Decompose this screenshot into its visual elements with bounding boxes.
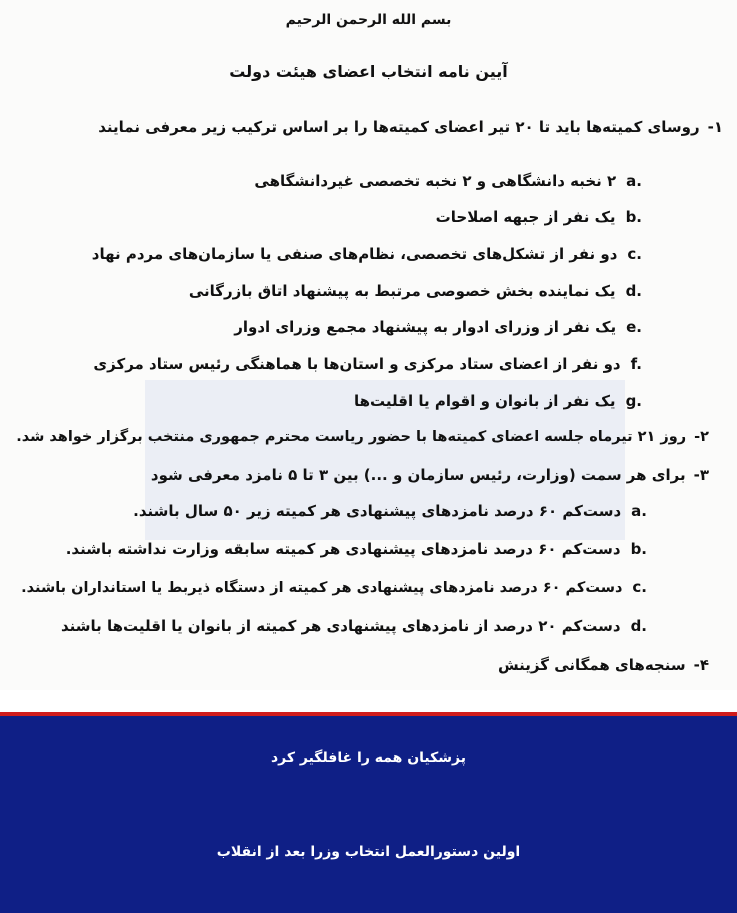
banner-headline: پزشکیان همه را غافلگیر کرد — [270, 750, 467, 766]
item-letter: c. — [627, 245, 642, 263]
section-1-item-c — [92, 245, 642, 263]
bismillah: بسم الله الرحمن الرحیم — [285, 12, 452, 28]
banner-subhead: اولین دستورالعمل انتخاب وزرا بعد از انقلاب — [216, 844, 521, 860]
item-letter: a. — [626, 172, 642, 190]
item-text: دست‌کم ۲۰ درصد از نامزدهای پیشنهادی هر کمیته از بانوان یا اقلیت‌ها باشند — [60, 617, 621, 635]
section-3-item-b — [66, 540, 647, 558]
item-letter: f. — [630, 355, 642, 373]
section-4-number: ۴- — [693, 656, 709, 674]
section-2 — [16, 429, 709, 445]
section-3-item-c — [21, 578, 647, 596]
section-1-text: روسای کمیته‌ها باید تا ۲۰ تیر اعضای کمیته‌ها را بر اساس ترکیب زیر معرفی نمایند — [98, 118, 700, 136]
section-1-item-a — [254, 172, 642, 190]
item-letter: b. — [630, 540, 647, 558]
section-1-number: ۱- — [707, 118, 723, 136]
headline-banner — [0, 716, 737, 913]
item-text: دو نفر از اعضای ستاد مرکزی و استان‌ها با هماهنگی رئیس ستاد مرکزی — [93, 355, 621, 373]
section-1-item-b — [436, 208, 642, 226]
item-letter: d. — [625, 282, 642, 300]
section-3 — [151, 466, 709, 484]
item-text: یک نفر از بانوان و اقوام یا اقلیت‌ها — [354, 392, 616, 410]
section-1-item-d — [189, 282, 642, 300]
item-text: دست‌کم ۶۰ درصد نامزدهای پیشنهادی هر کمیته سابقه وزارت نداشته باشند. — [65, 540, 621, 558]
section-2-number: ۲- — [694, 429, 709, 445]
section-4 — [498, 656, 709, 674]
section-1-item-f — [93, 355, 642, 373]
item-letter: c. — [632, 578, 647, 596]
item-letter: g. — [625, 392, 642, 410]
item-text: یک نفر از وزرای ادوار به پیشنهاد مجمع وزرای ادوار — [234, 318, 617, 336]
item-letter: d. — [630, 617, 647, 635]
section-3-item-d — [61, 617, 647, 635]
section-4-text: سنجه‌های همگانی گزینش — [497, 656, 686, 674]
section-1-item-e — [234, 318, 642, 336]
section-3-item-a — [133, 502, 647, 520]
item-text: یک نفر از جبهه اصلاحات — [435, 208, 616, 226]
item-letter: a. — [631, 502, 647, 520]
item-letter: b. — [625, 208, 642, 226]
item-letter: e. — [626, 318, 642, 336]
item-text: دست‌کم ۶۰ درصد نامزدهای پیشنهادی هر کمیته زیر ۵۰ سال باشند. — [133, 502, 622, 520]
item-text: دست‌کم ۶۰ درصد نامزدهای پیشنهادی هر کمیته از دستگاه ذیربط یا استانداران باشند. — [21, 580, 623, 596]
section-3-text: برای هر سمت (وزارت، رئیس سازمان و ...) بین ۳ تا ۵ نامزد معرفی شود — [150, 466, 686, 484]
section-1-item-g — [354, 392, 642, 410]
section-1 — [98, 118, 723, 136]
section-2-text: روز ۲۱ تیرماه جلسه اعضای کمیته‌ها با حضور ریاست محترم جمهوری منتخب برگزار خواهد شد. — [16, 429, 687, 445]
item-text: یک نماینده بخش خصوصی مرتبط به پیشنهاد اتاق بازرگانی — [188, 282, 616, 300]
item-text: ۲ نخبه دانشگاهی و ۲ نخبه تخصصی غیردانشگاهی — [254, 172, 617, 190]
document-title: آیین نامه انتخاب اعضای هیئت دولت — [229, 62, 508, 81]
section-3-number: ۳- — [693, 466, 709, 484]
item-text: دو نفر از تشکل‌های تخصصی، نظام‌های صنفی یا سازمان‌های مردم نهاد — [91, 245, 618, 263]
